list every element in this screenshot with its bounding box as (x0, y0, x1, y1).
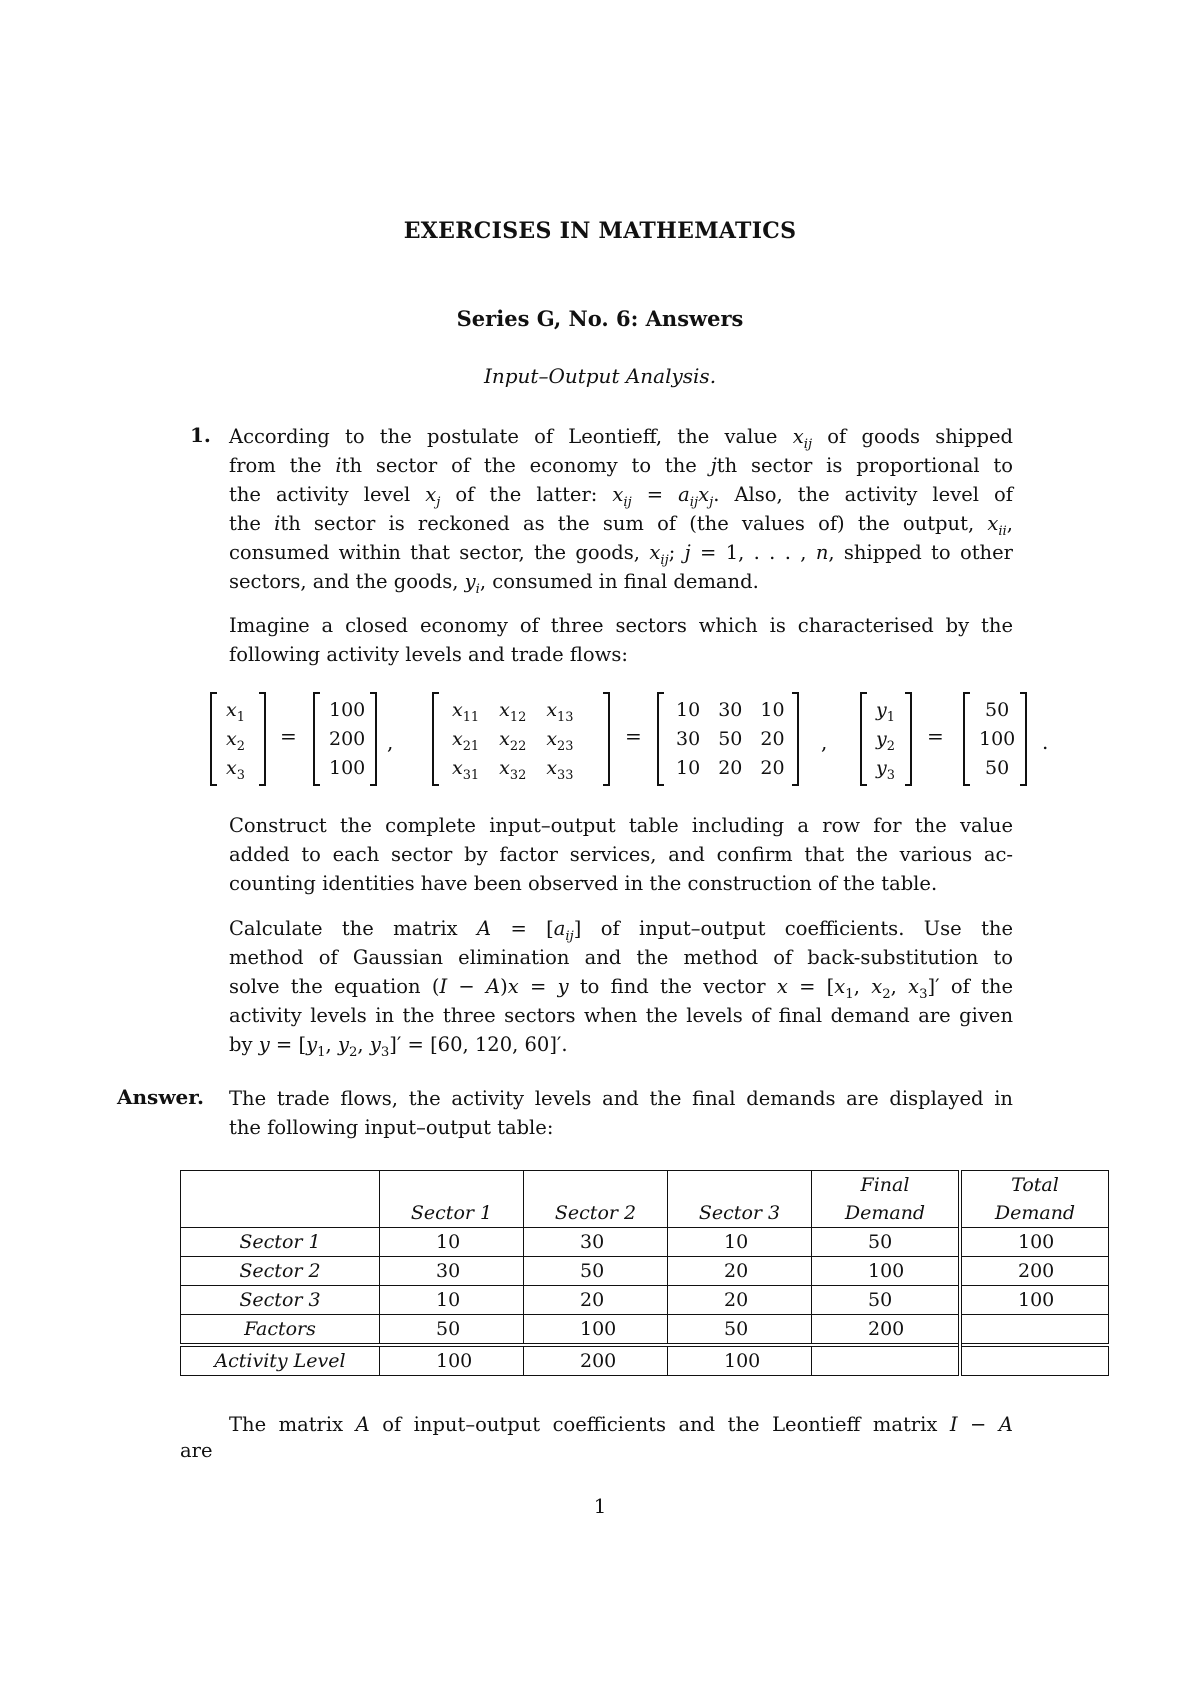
matrix-cell: 200 (329, 728, 366, 750)
matrix-cell: $x_{13}$ (546, 699, 574, 725)
matrix-cell: 10 (760, 699, 785, 721)
table-cell: 50 (524, 1257, 668, 1286)
table-cell (812, 1345, 961, 1376)
matrix-cell: $x_{21}$ (452, 728, 480, 754)
matrix-cell: $x_{32}$ (499, 757, 527, 783)
question-number: 1. (190, 423, 211, 447)
table-cell: Factors (181, 1315, 380, 1346)
matrix-cell: 10 (676, 699, 701, 721)
matrix-cell: 50 (985, 757, 1010, 779)
matrix-cell: 50 (718, 728, 743, 750)
matrix-cell: 20 (760, 728, 785, 750)
table-cell: 20 (668, 1286, 812, 1315)
y-values-vector (963, 692, 1027, 788)
matrix-cell: 20 (718, 757, 743, 779)
matrix-cell: $y_1$ (876, 699, 895, 725)
matrix-cell: $x_2$ (226, 728, 245, 754)
flow-value-matrix (657, 692, 799, 788)
table-cell: 50 (812, 1228, 961, 1257)
text-line: According to the postulate of Leontieff, the value $x_{ij}$ of goods shipped (229, 425, 1013, 452)
text-line: from the ith sector of the economy to the jth sector is proportional to (229, 454, 1013, 477)
x-values-vector (313, 692, 377, 788)
table-cell: 50 (812, 1286, 961, 1315)
table-cell: Activity Level (181, 1345, 380, 1376)
matrix-cell: $y_3$ (876, 757, 895, 783)
text-line: the following input–output table: (229, 1116, 554, 1139)
answer-paragraph (229, 1084, 1013, 1142)
matrix-cell: 10 (676, 757, 701, 779)
table-cell: Sector 1 (181, 1228, 380, 1257)
text-line: Construct the complete input–output table including a row for the value (229, 814, 1013, 837)
y-vector (860, 692, 912, 788)
matrix-cell: $x_{12}$ (499, 699, 527, 725)
table-row (181, 1345, 1109, 1376)
table-row (181, 1257, 1109, 1286)
document-title: EXERCISES IN MATHEMATICS (403, 218, 797, 244)
document-subtitle: Series G, No. 6: Answers (456, 306, 744, 331)
matrix-cell: 50 (985, 699, 1010, 721)
matrix-cell: 30 (676, 728, 701, 750)
text-line: solve the equation (I − A)x = y to find the vector $x = [x_1$, $x_2$, $x_3]'$ of the (229, 975, 1013, 1002)
matrix-cell: $x_{22}$ (499, 728, 527, 754)
input-output-table (180, 1170, 1109, 1376)
equals-sign: = (927, 724, 944, 748)
table-row (181, 1228, 1109, 1257)
text-line: added to each sector by factor services, and confirm that the various ac- (229, 843, 1013, 866)
table-header-cell: Sector 2 (524, 1171, 668, 1228)
answer-label: Answer. (117, 1085, 204, 1109)
table-cell: 200 (524, 1345, 668, 1376)
table-cell: Sector 2 (181, 1257, 380, 1286)
matrix-cell: $x_{33}$ (546, 757, 574, 783)
text-line: consumed within that sector, the goods, $x_{ij}$; j = 1, . . . , n, shipped to other (229, 541, 1013, 568)
text-line: Imagine a closed economy of three sectors which is characterised by the (229, 614, 1013, 637)
matrix-cell: $x_1$ (226, 699, 245, 725)
text-line: method of Gaussian elimination and the method of back-substitution to (229, 946, 1013, 969)
table-row (181, 1315, 1109, 1346)
table-cell: 20 (668, 1257, 812, 1286)
text-line: The trade flows, the activity levels and the final demands are displayed in (229, 1087, 1013, 1110)
question-paragraph-2 (229, 611, 1013, 669)
matrix-cell: $x_{23}$ (546, 728, 574, 754)
text-line: The matrix A of input–output coefficients and the Leontieff matrix I − A (229, 1413, 1013, 1436)
table-header-cell: Sector 1 (380, 1171, 524, 1228)
comma: , (387, 730, 394, 754)
table-cell: 20 (524, 1286, 668, 1315)
table-cell: 30 (524, 1228, 668, 1257)
flow-symbol-matrix (432, 692, 610, 788)
text-line: counting identities have been observed in the construction of the table. (229, 872, 938, 895)
matrix-cell: $y_2$ (876, 728, 895, 754)
question-paragraph-4 (229, 914, 1013, 1059)
table-cell: 10 (668, 1228, 812, 1257)
table-cell: 50 (380, 1315, 524, 1346)
table-cell: 100 (524, 1315, 668, 1346)
text-line: the activity level $x_j$ of the latter: $x_{ij} = a_{ij}x_j$. Also, the activity level of (229, 483, 1013, 510)
table-cell: 100 (960, 1228, 1109, 1257)
matrix-cell: $x_{11}$ (452, 699, 480, 725)
matrix-cell: 20 (760, 757, 785, 779)
table-cell: 200 (812, 1315, 961, 1346)
table-header-cell: Final Demand (812, 1171, 961, 1228)
matrix-cell: 100 (329, 699, 366, 721)
table-cell: 100 (960, 1286, 1109, 1315)
table-cell: 100 (380, 1345, 524, 1376)
period: . (1042, 730, 1049, 754)
table-row (181, 1286, 1109, 1315)
matrix-cell: 30 (718, 699, 743, 721)
table-cell: 100 (668, 1345, 812, 1376)
table-cell: Sector 3 (181, 1286, 380, 1315)
matrix-cell: 100 (979, 728, 1016, 750)
table-cell (960, 1345, 1109, 1376)
text-line: the ith sector is reckoned as the sum of (the values of) the output, $x_{ii}$, (229, 512, 1013, 539)
table-cell: 100 (812, 1257, 961, 1286)
equals-sign: = (280, 724, 297, 748)
table-header-cell: Total Demand (960, 1171, 1109, 1228)
text-line: sectors, and the goods, $y_i$, consumed in final demand. (229, 570, 759, 597)
question-paragraph-3 (229, 811, 1013, 898)
table-header-row (181, 1171, 1109, 1228)
text-line: Calculate the matrix $A = [a_{ij}]$ of input–output coefficients. Use the (229, 917, 1014, 944)
table-header-cell: Sector 3 (668, 1171, 812, 1228)
table-cell: 50 (668, 1315, 812, 1346)
text-line: activity levels in the three sectors when the levels of final demand are given (229, 1004, 1013, 1027)
table-cell: 10 (380, 1286, 524, 1315)
matrix-cell: 100 (329, 757, 366, 779)
closing-word: are (180, 1439, 213, 1462)
table-cell: 200 (960, 1257, 1109, 1286)
table-cell (960, 1315, 1109, 1346)
matrix-equation (210, 692, 1090, 788)
text-line: by $y = [y_1$, $y_2$, $y_3]' = [60$, 120, 60]′. (229, 1033, 568, 1060)
equals-sign: = (625, 724, 642, 748)
matrix-cell: $x_{31}$ (452, 757, 480, 783)
comma: , (821, 730, 828, 754)
table-cell: 30 (380, 1257, 524, 1286)
matrix-cell: $x_3$ (226, 757, 245, 783)
question-paragraph-1 (229, 422, 1013, 596)
table-header-cell (181, 1171, 380, 1228)
x-vector (210, 692, 266, 788)
table-cell: 10 (380, 1228, 524, 1257)
page-number: 1 (593, 1494, 607, 1518)
closing-paragraph (229, 1410, 1013, 1439)
document-topic: Input–Output Analysis. (483, 364, 717, 388)
text-line: following activity levels and trade flows: (229, 643, 628, 666)
